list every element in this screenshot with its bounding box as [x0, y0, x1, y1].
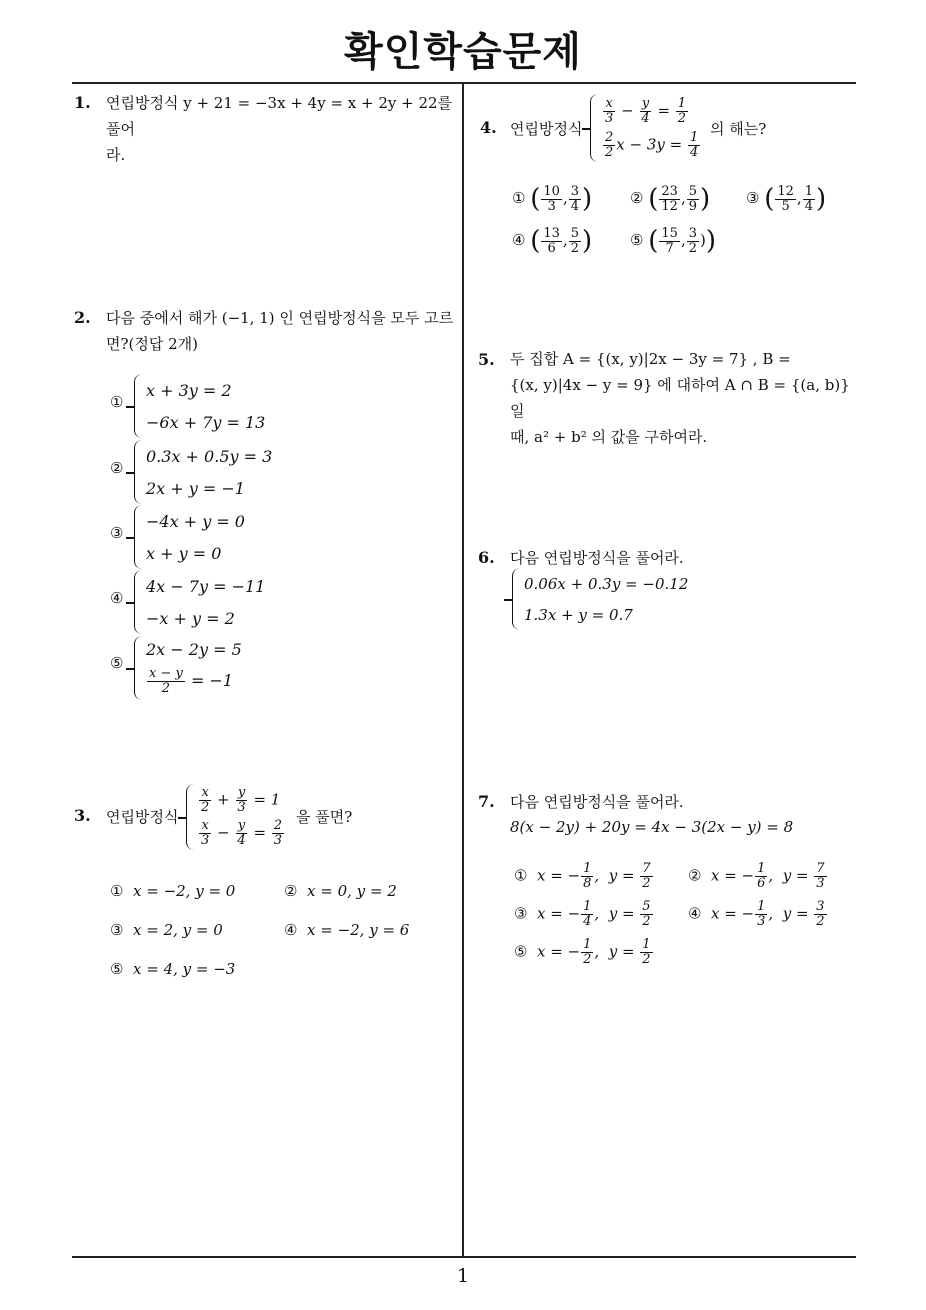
frac-num: 12: [777, 183, 794, 199]
option-mark: ①: [110, 882, 124, 900]
brace-icon: [186, 784, 195, 850]
equation: 0.06x + 0.3y = −0.12: [524, 574, 689, 593]
frac-den: 2: [688, 240, 697, 256]
option-text: x = −2, y = 6: [307, 921, 410, 939]
problem-7-option-5[interactable]: ⑤ x = − $\frac{1}{2}$ , y = $\frac{1}{2}$: [514, 937, 651, 967]
equation: 2x + y = −1: [146, 478, 245, 498]
equation: 1.3x + y = 0.7: [524, 605, 633, 624]
frac-num: 1: [583, 861, 592, 876]
problem-2-line1: 다음 중에서 해가 (−1, 1) 인 연립방정식을 모두 고르: [106, 309, 454, 327]
brace-icon: [134, 636, 143, 700]
frac-den: 2: [642, 876, 651, 891]
frac-num: 5: [570, 225, 579, 241]
option-mark: ④: [512, 231, 526, 249]
frac-num: 1: [757, 899, 766, 914]
brace-icon: [134, 570, 143, 634]
problem-4-option-4[interactable]: ④ ( $\frac{13}{6}$ , $\frac{5}{2}$ ): [512, 225, 593, 256]
frac-den: 2: [161, 681, 171, 696]
problem-2-line2: 면?(정답 2개): [106, 335, 199, 353]
problem-2-option-2-mark[interactable]: ②: [110, 459, 124, 477]
frac-den: 3: [757, 914, 766, 929]
brace-icon: [134, 440, 143, 504]
equation: −x + y = 2: [146, 608, 235, 628]
frac-num: x − y: [149, 666, 183, 681]
brace-icon: [590, 94, 599, 162]
problem-2-number: 2.: [74, 308, 91, 327]
frac-num: 15: [661, 225, 678, 241]
frac-den: 8: [583, 876, 592, 891]
equation: x + 3y = 2: [146, 380, 232, 400]
equation: −6x + 7y = 13: [146, 412, 266, 432]
problem-3-option-3[interactable]: [110, 921, 223, 939]
frac-num: 5: [688, 183, 697, 199]
frac-den: 4: [804, 198, 813, 214]
option-mark: ②: [630, 189, 644, 207]
problem-3-option-4[interactable]: [284, 921, 409, 939]
problem-6-number: 6.: [478, 548, 495, 567]
problem-4-number: 4.: [480, 118, 497, 137]
problem-5-number: 5.: [478, 350, 495, 369]
option-text: x = 2, y = 0: [133, 921, 223, 939]
equation: 0.3x + 0.5y = 3: [146, 446, 273, 466]
frac-num: 3: [688, 225, 697, 241]
frac-num: 1: [583, 937, 592, 952]
brace-icon: [134, 374, 143, 438]
rhs: = −1: [190, 671, 234, 690]
frac-num: 1: [804, 183, 813, 199]
frac-den: 6: [547, 240, 556, 256]
problem-1-line1: 연립방정식 y + 21 = −3x + 4y = x + 2y + 22를 풀어: [106, 94, 453, 138]
equation: [146, 667, 242, 696]
problem-1-line2: 라.: [106, 146, 126, 164]
problem-4-option-3[interactable]: ③ ( $\frac{12}{5}$ , $\frac{1}{4}$ ): [746, 183, 827, 214]
frac-den: 12: [661, 198, 678, 214]
problem-2: [106, 305, 456, 357]
problem-2-option-4[interactable]: [134, 570, 265, 634]
equation: 2x − 2y = 5: [146, 640, 242, 659]
frac-den: 2: [642, 952, 651, 967]
frac-num: 1: [642, 937, 651, 952]
problem-3-option-1[interactable]: [110, 882, 235, 900]
problem-7-option-3[interactable]: ③ x = − $\frac{1}{4}$ , y = $\frac{5}{2}$: [514, 899, 651, 929]
frac-den: 3: [816, 876, 825, 891]
frac-num: 1: [757, 861, 766, 876]
equation: −4x + y = 0: [146, 511, 245, 531]
problem-7-number: 7.: [478, 792, 495, 811]
frac-den: 2: [570, 240, 579, 256]
frac-num: 3: [570, 183, 579, 199]
frac-num: 23: [661, 183, 678, 199]
option-mark: ⑤: [630, 231, 644, 249]
bottom-rule: [72, 1256, 856, 1258]
frac-num: 13: [543, 225, 560, 241]
brace-icon: [134, 505, 143, 569]
problem-3-number: 3.: [74, 806, 91, 825]
column-divider: [462, 82, 464, 1256]
problem-2-option-2[interactable]: [134, 440, 272, 504]
frac-den: 7: [665, 240, 674, 256]
problem-3-option-5[interactable]: [110, 960, 235, 978]
option-mark: ⑤: [514, 942, 528, 961]
option-mark: ④: [284, 921, 298, 939]
problem-4-option-1[interactable]: ① ( $\frac{10}{3}$ , $\frac{3}{4}$ ): [512, 183, 593, 214]
problem-5-line1: 두 집합 A = {(x, y)|2x − 3y = 7} , B =: [510, 350, 791, 368]
problem-3-suffix: 을 풀면?: [296, 808, 353, 826]
frac-num: 7: [816, 861, 825, 876]
option-text: x = 0, y = 2: [307, 882, 397, 900]
option-text: x = 4, y = −3: [133, 960, 236, 978]
problem-4-prefix: 연립방정식: [510, 120, 583, 138]
option-mark: ③: [746, 189, 760, 207]
problem-4-option-5[interactable]: ⑤ ( $\frac{15}{7}$ , $\frac{3}{2}$ )): [630, 225, 717, 256]
frac-num: 3: [816, 899, 825, 914]
problem-2-option-5-mark[interactable]: ⑤: [110, 654, 124, 672]
problem-6-system: [512, 568, 688, 630]
option-mark: ②: [688, 866, 702, 885]
problem-3-prefix: 연립방정식: [106, 808, 179, 826]
frac-den: 4: [583, 914, 592, 929]
option-mark: ⑤: [110, 960, 124, 978]
problem-5-line2: {(x, y)|4x − y = 9} 에 대하여 A ∩ B = {(a, b)} 일: [510, 376, 850, 420]
problem-3-system: $\frac{x}{2}$ + $\frac{y}{3}$ = 1 $\frac{x}{3}$ − $\frac{y}{4}$ = $\frac{2}{3}$: [186, 784, 285, 850]
frac-num: 1: [583, 899, 592, 914]
problem-2-option-3-mark[interactable]: ③: [110, 524, 124, 542]
option-mark: ①: [512, 189, 526, 207]
problem-5-line3: 때, a² + b² 의 값을 구하여라.: [510, 428, 708, 446]
page-title: 확인학습문제: [344, 29, 582, 75]
frac-den: 6: [757, 876, 766, 891]
problem-2-option-3[interactable]: [134, 505, 245, 569]
frac-num: 7: [642, 861, 651, 876]
problem-7-line2: 8(x − 2y) + 20y = 4x − 3(2x − y) = 8: [510, 818, 794, 836]
equation: 4x − 7y = −11: [146, 576, 266, 596]
option-mark: ④: [688, 904, 702, 923]
option-mark: ②: [284, 882, 298, 900]
frac-num: 10: [543, 183, 560, 199]
frac-num: 5: [642, 899, 651, 914]
problem-4-system: $\frac{x}{3}$ − $\frac{y}{4}$ = $\frac{1}{2}$ $\frac{2}{2}$ x − 3y = $\frac{1}{4}$: [590, 94, 701, 162]
option-mark: ③: [110, 921, 124, 939]
problem-2-option-1-mark[interactable]: ①: [110, 393, 124, 411]
frac-den: 2: [583, 952, 592, 967]
frac-den: 2: [816, 914, 825, 929]
problem-2-option-5[interactable]: [134, 636, 242, 700]
brace-icon: [512, 568, 521, 630]
frac-den: 4: [570, 198, 579, 214]
equation: x + y = 0: [146, 543, 222, 563]
top-rule: [72, 82, 856, 84]
option-mark: ③: [514, 904, 528, 923]
problem-2-option-4-mark[interactable]: ④: [110, 589, 124, 607]
frac-den: 3: [547, 198, 556, 214]
problem-7-option-2[interactable]: ② x = − $\frac{1}{6}$ , y = $\frac{7}{3}$: [688, 861, 825, 891]
page-number: 1: [456, 1265, 470, 1287]
problem-4-suffix: 의 해는?: [710, 120, 767, 138]
frac-den: 2: [642, 914, 651, 929]
problem-2-option-1[interactable]: [134, 374, 265, 438]
problem-1-number: 1.: [74, 93, 91, 112]
problem-5: [510, 346, 860, 450]
problem-3-option-2[interactable]: [284, 882, 397, 900]
problem-7-option-1[interactable]: ① x = − $\frac{1}{8}$ , y = $\frac{7}{2}$: [514, 861, 651, 891]
problem-4-option-2[interactable]: ② ( $\frac{23}{12}$ , $\frac{5}{9}$ ): [630, 183, 711, 214]
frac-den: 5: [781, 198, 790, 214]
problem-6-line1: 다음 연립방정식을 풀어라.: [510, 549, 684, 567]
problem-1: [106, 90, 456, 168]
frac-den: 9: [688, 198, 697, 214]
option-text: x = −2, y = 0: [133, 882, 236, 900]
problem-7-option-4[interactable]: ④ x = − $\frac{1}{3}$ , y = $\frac{3}{2}$: [688, 899, 825, 929]
option-mark: ①: [514, 866, 528, 885]
problem-7-line1: 다음 연립방정식을 풀어라.: [510, 793, 684, 811]
